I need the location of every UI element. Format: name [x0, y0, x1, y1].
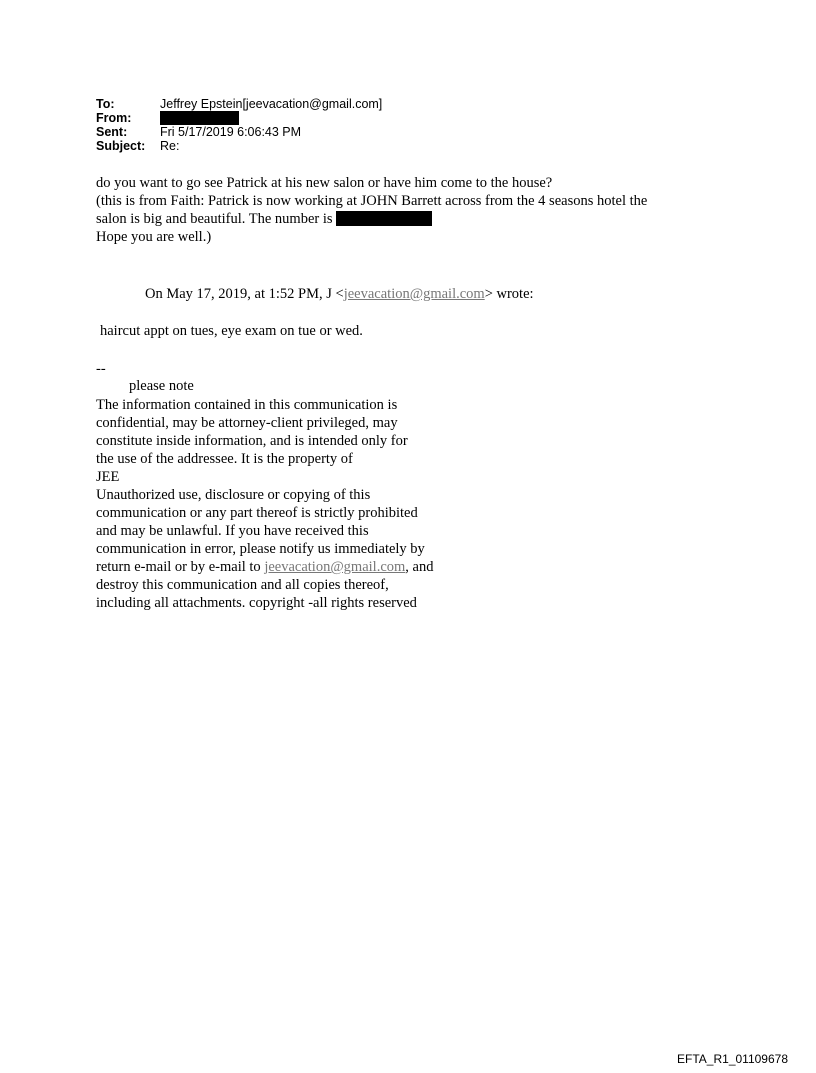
signature-separator: --: [96, 361, 106, 377]
sent-label: Sent:: [96, 125, 128, 139]
disclaimer-line: communication or any part thereof is strictly prohibited: [96, 505, 418, 521]
to-row: [96, 97, 382, 111]
message-line: [96, 210, 647, 228]
disclaimer-line: the use of the addressee. It is the property of: [96, 451, 353, 467]
document-id: EFTA_R1_01109678: [677, 1052, 788, 1066]
to-label: To:: [96, 97, 115, 111]
disclaimer-line: including all attachments. copyright -all rights reserved: [96, 595, 417, 611]
message-line: Hope you are well.): [96, 229, 212, 245]
disclaimer-line: confidential, may be attorney-client privileged, may: [96, 415, 398, 431]
to-value: Jeffrey Epstein[jeevacation@gmail.com]: [160, 97, 383, 111]
message-body: [96, 174, 647, 246]
subject-label: Subject:: [96, 139, 146, 153]
email-header: [96, 97, 382, 153]
disclaimer-text: return e-mail or by e-mail to: [96, 559, 265, 575]
disclaimer-line: Unauthorized use, disclosure or copying of this: [96, 487, 371, 503]
sent-row: [96, 125, 382, 139]
disclaimer-text: , and: [405, 559, 434, 575]
disclaimer-line: [96, 558, 433, 576]
sent-value: Fri 5/17/2019 6:06:43 PM: [160, 125, 302, 139]
message-line: (this is from Faith: Patrick is now working at JOHN Barrett across from the 4 seasons hotel the: [96, 193, 648, 209]
from-label: From:: [96, 111, 132, 125]
quoted-intro: [145, 285, 534, 303]
disclaimer-line: destroy this communication and all copies thereof,: [96, 577, 389, 593]
disclaimer-line: and may be unlawful. If you have received this: [96, 523, 369, 539]
message-line-text: salon is big and beautiful. The number is: [96, 211, 337, 227]
signature-note: please note: [129, 378, 194, 394]
email-link[interactable]: jeevacation@gmail.com: [264, 559, 406, 575]
from-row: [96, 111, 382, 125]
disclaimer-line: The information contained in this communication is: [96, 397, 398, 413]
quoted-intro-suffix: > wrote:: [484, 286, 534, 302]
message-line: do you want to go see Patrick at his new salon or have him come to the house?: [96, 175, 553, 191]
disclaimer-line: communication in error, please notify us immediately by: [96, 541, 425, 557]
subject-value: Re:: [160, 139, 180, 153]
quoted-reply: haircut appt on tues, eye exam on tue or wed.: [100, 323, 363, 339]
quoted-intro-prefix: On May 17, 2019, at 1:52 PM, J <: [145, 286, 344, 302]
disclaimer: [96, 396, 433, 612]
email-link[interactable]: jeevacation@gmail.com: [343, 286, 485, 302]
disclaimer-line: constitute inside information, and is intended only for: [96, 433, 408, 449]
disclaimer-line: JEE: [96, 469, 120, 485]
redaction-box: [160, 111, 239, 125]
redaction-box: [336, 211, 432, 226]
subject-row: [96, 139, 382, 153]
